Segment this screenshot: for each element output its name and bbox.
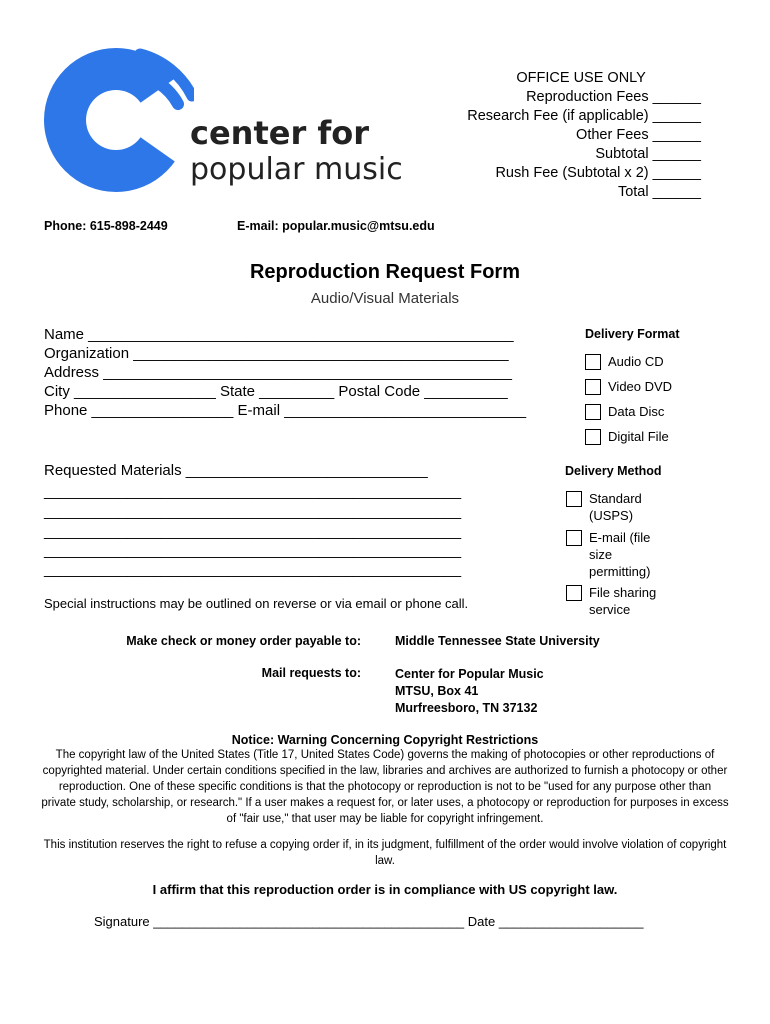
- checkbox-digital-file[interactable]: Digital File: [585, 428, 669, 445]
- checkbox-box[interactable]: [585, 379, 601, 395]
- office-fee-line: Other Fees ______: [576, 127, 701, 143]
- phone-contact: Phone: 615-898-2449: [44, 219, 168, 233]
- organization-field[interactable]: Organization _____________________________________________: [44, 345, 509, 362]
- delivery-format-heading: Delivery Format: [585, 327, 680, 341]
- materials-blank-line[interactable]: __________________________________________________: [44, 561, 462, 578]
- office-fee-line: Research Fee (if applicable) ______: [467, 108, 701, 124]
- office-fee-line: Subtotal ______: [595, 146, 701, 162]
- mail-address-line: Center for Popular Music: [395, 667, 544, 681]
- copyright-notice-body: The copyright law of the United States (Title 17, United States Code) governs the making of photocopies or other reproductions of copyrighted material. Under certain conditions specified in the law, libraries and archives are authorized to furnish a photocopy or other reproduction. One of these specific conditions is that the photocopy or reproduction is not to be "used for any purpose other than private study, scholarship, or research." If a user makes a request for, or later uses, a photocopy or reproduction for purposes in excess of "fair use," that user may be liable for copyright infringement.: [41, 749, 729, 825]
- office-fee-line: Reproduction Fees ______: [526, 89, 701, 105]
- refusal-notice: This institution reserves the right to refuse a copying order if, in its judgment, fulfillment of the order would involve violation of copyright law.: [43, 839, 727, 867]
- mail-address-line: Murfreesboro, TN 37132: [395, 701, 538, 715]
- checkbox-box[interactable]: [585, 429, 601, 445]
- compliance-affirmation: I affirm that this reproduction order is in compliance with US copyright law.: [152, 882, 618, 897]
- mail-address-line: MTSU, Box 41: [395, 684, 479, 698]
- sound-wave-c-logo-icon: [44, 44, 194, 196]
- checkbox-box[interactable]: [585, 404, 601, 420]
- mail-address: [395, 666, 544, 717]
- form-title: Reproduction Request Form: [249, 261, 520, 283]
- mail-requests-label: Mail requests to:: [261, 666, 361, 680]
- special-instructions-note: Special instructions may be outlined on reverse or via email or phone call.: [44, 596, 469, 611]
- office-fee-line: Total ______: [617, 184, 701, 200]
- email-contact: E-mail: popular.music@mtsu.edu: [237, 219, 435, 233]
- check-payable-value: Middle Tennessee State University: [395, 634, 600, 648]
- checkbox-email-delivery[interactable]: E-mail (file size permitting): [566, 529, 656, 580]
- checkbox-box[interactable]: [585, 354, 601, 370]
- phone-email-field[interactable]: Phone _________________ E-mail _____________________________: [44, 402, 527, 419]
- address-field[interactable]: Address _________________________________________________: [44, 364, 512, 381]
- form-subtitle: Audio/Visual Materials: [310, 290, 460, 307]
- checkbox-box[interactable]: [566, 530, 582, 546]
- office-use-block: [467, 69, 701, 202]
- office-use-heading: OFFICE USE ONLY: [516, 70, 646, 86]
- materials-blank-line[interactable]: __________________________________________________: [44, 542, 462, 559]
- logo-text-line2: popular music: [190, 152, 403, 187]
- checkbox-audio-cd[interactable]: Audio CD: [585, 353, 664, 370]
- checkbox-standard-usps[interactable]: Standard (USPS): [566, 490, 656, 524]
- office-fee-line: Rush Fee (Subtotal x 2) ______: [495, 165, 701, 181]
- checkbox-box[interactable]: [566, 491, 582, 507]
- center-for-popular-music-logo: [44, 44, 403, 196]
- checkbox-file-sharing[interactable]: File sharing service: [566, 584, 666, 618]
- checkbox-data-disc[interactable]: Data Disc: [585, 403, 664, 420]
- materials-blank-line[interactable]: __________________________________________________: [44, 523, 462, 540]
- delivery-method-heading: Delivery Method: [565, 464, 662, 478]
- checkbox-video-dvd[interactable]: Video DVD: [585, 378, 672, 395]
- signature-date-line[interactable]: Signature ___________________________________________ Date ____________________: [94, 914, 644, 929]
- city-state-postal-field[interactable]: City _________________ State _________ Postal Code __________: [44, 383, 508, 400]
- materials-blank-line[interactable]: __________________________________________________: [44, 503, 462, 520]
- copyright-notice-heading: Notice: Warning Concerning Copyright Restrictions: [231, 733, 539, 747]
- materials-blank-line[interactable]: __________________________________________________: [44, 483, 462, 500]
- logo-text-line1: center for: [190, 114, 370, 152]
- requested-materials-field[interactable]: Requested Materials _____________________________: [44, 462, 428, 479]
- check-payable-label: Make check or money order payable to:: [126, 634, 361, 648]
- checkbox-box[interactable]: [566, 585, 582, 601]
- name-field[interactable]: Name ___________________________________________________: [44, 326, 514, 343]
